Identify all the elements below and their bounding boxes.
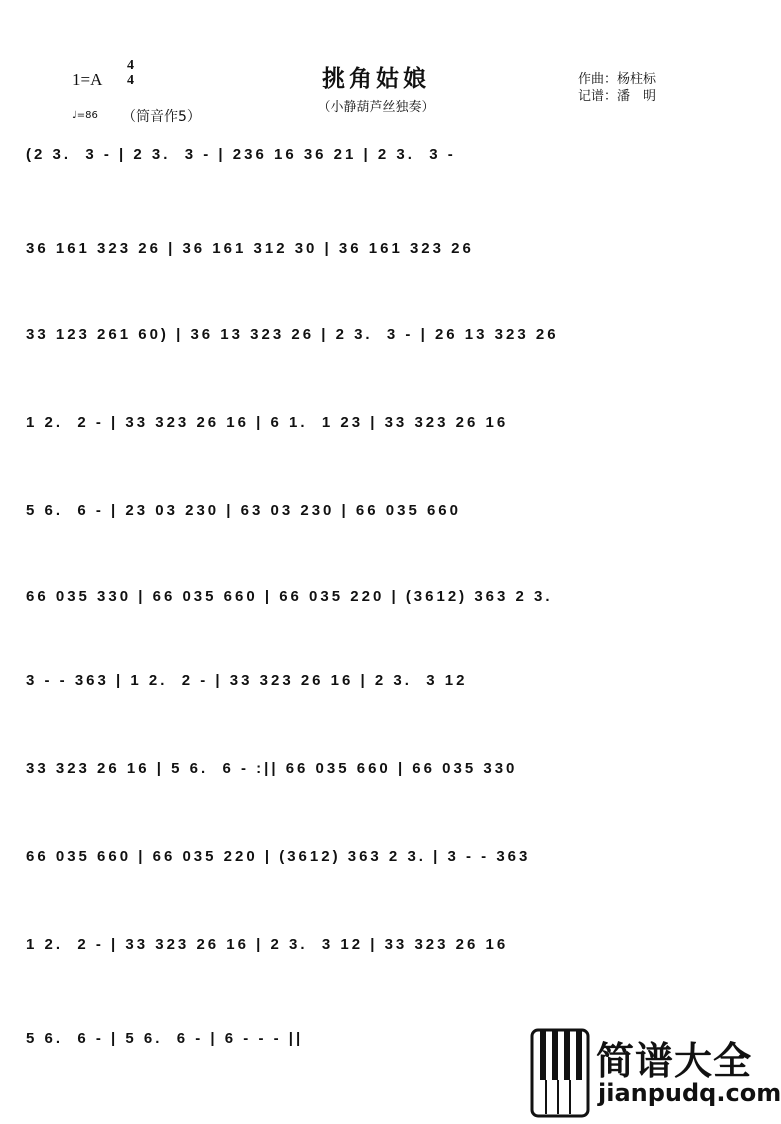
score-line-text: 3 - - 363 | 1 2. 2 - | 33 323 26 16 | 2 3. 3 12 bbox=[26, 672, 468, 689]
tube-note: （筒音作5） bbox=[122, 109, 201, 125]
composer-credit: 作曲：杨柱标 bbox=[578, 72, 657, 87]
score-line-text: 5 6. 6 - | 23 03 230 | 63 03 230 | 66 035 660 bbox=[26, 502, 461, 519]
score-line-text: (2 3. 3 - | 2 3. 3 - | 236 16 36 21 | 2 3. 3 - bbox=[26, 146, 456, 163]
score-line bbox=[20, 844, 730, 874]
score-line-text: 1 2. 2 - | 33 323 26 16 | 2 3. 3 12 | 33 323 26 16 bbox=[26, 936, 509, 953]
score-line bbox=[20, 410, 730, 440]
score-line-text: 1 2. 2 - | 33 323 26 16 | 6 1. 1 23 | 33 323 26 16 bbox=[26, 414, 509, 431]
score-line bbox=[20, 498, 730, 528]
score-line bbox=[20, 932, 730, 962]
tempo-mark: ♩=86 bbox=[72, 110, 98, 121]
score-line bbox=[20, 236, 730, 266]
score-line-text: 5 6. 6 - | 5 6. 6 - | 6 - - - || bbox=[26, 1030, 304, 1047]
score-line bbox=[20, 584, 730, 614]
key-signature: 1=A bbox=[72, 70, 103, 89]
score-line bbox=[20, 142, 730, 172]
score-line bbox=[20, 756, 730, 786]
score-line bbox=[20, 322, 730, 352]
score-line bbox=[20, 668, 730, 698]
watermark-brand: 简谱大全 bbox=[596, 1039, 753, 1083]
transcriber-credit: 记谱：潘 明 bbox=[578, 89, 657, 104]
score-line-text: 66 035 660 | 66 035 220 | (3612) 363 2 3. | 3 - - 363 bbox=[26, 848, 531, 865]
meter-top: 4 bbox=[127, 58, 134, 73]
meter-bottom: 4 bbox=[127, 73, 134, 88]
score-line-text: 36 161 323 26 | 36 161 312 30 | 36 161 323 26 bbox=[26, 240, 474, 257]
score-line-text: 33 123 261 60) | 36 13 323 26 | 2 3. 3 - | 26 13 323 26 bbox=[26, 326, 559, 343]
page-title: 挑角姑娘 bbox=[322, 65, 430, 92]
page-subtitle: （小静葫芦丝独奏） bbox=[317, 100, 435, 115]
piano-keys-icon bbox=[530, 1028, 590, 1118]
score-line-text: 66 035 330 | 66 035 660 | 66 035 220 | (3612) 363 2 3. bbox=[26, 588, 553, 605]
watermark-site: jianpudq.com bbox=[598, 1079, 781, 1107]
score-line-text: 33 323 26 16 | 5 6. 6 - :|| 66 035 660 | 66 035 330 bbox=[26, 760, 518, 777]
